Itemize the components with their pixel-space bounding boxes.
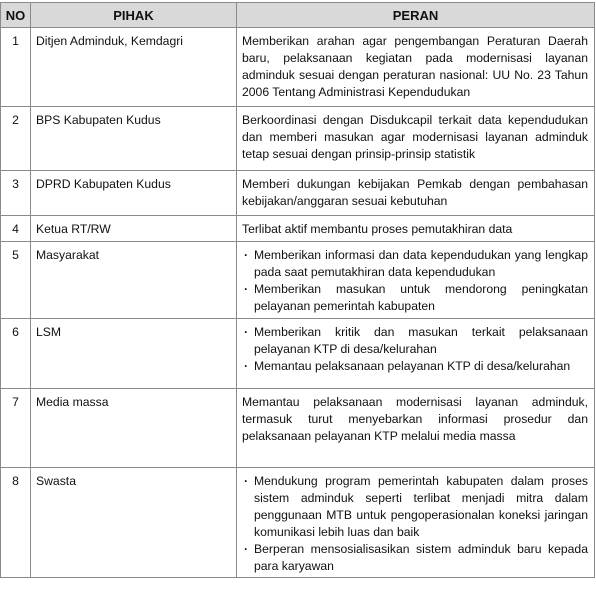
row-peran: Memberi dukungan kebijakan Pemkab dengan pembahasan kebijakan/anggaran sesuai kebutuhan [237, 171, 595, 216]
list-item: · Memantau pelaksanaan pelayanan KTP di desa/kelurahan [242, 358, 588, 375]
list-item: · Memberikan masukan untuk mendorong peningkatan pelayanan pemerintah kabupaten [242, 281, 588, 315]
row-pihak: Ditjen Adminduk, Kemdagri [31, 28, 237, 107]
list-item: · Memberikan informasi dan data kependudukan yang lengkap pada saat pemutakhiran data kependudukan [242, 247, 588, 281]
list-item: · Mendukung program pemerintah kabupaten dalam proses sistem adminduk seperti terlibat menjadi mitra dalam penggunaan MTB untuk pengoperasionalan koneksi jaringan komunikasi lebih luas dan baik [242, 473, 588, 541]
row-peran [237, 319, 595, 389]
peran-list [242, 324, 588, 375]
row-pihak: Media massa [31, 389, 237, 468]
row-pihak: Ketua RT/RW [31, 216, 237, 242]
row-pihak: Masyarakat [31, 242, 237, 319]
row-number: 6 [1, 319, 31, 389]
list-item: · Memberikan kritik dan masukan terkait pelaksanaan pelayanan KTP di desa/kelurahan [242, 324, 588, 358]
table-row [1, 319, 595, 389]
stakeholder-table [0, 2, 595, 578]
row-pihak: LSM [31, 319, 237, 389]
table-row [1, 107, 595, 171]
row-peran: Berkoordinasi dengan Disdukcapil terkait data kependudukan dan memberi masukan agar modernisasi layanan adminduk tetap sesuai dengan prinsip-prinsip statistik [237, 107, 595, 171]
table-row [1, 216, 595, 242]
row-peran [237, 242, 595, 319]
row-number: 1 [1, 28, 31, 107]
row-number: 5 [1, 242, 31, 319]
row-number: 3 [1, 171, 31, 216]
table-row [1, 468, 595, 578]
row-peran: Terlibat aktif membantu proses pemutakhiran data [237, 216, 595, 242]
peran-list [242, 473, 588, 575]
row-number: 2 [1, 107, 31, 171]
row-pihak: Swasta [31, 468, 237, 578]
table-header-row [1, 3, 595, 28]
row-peran [237, 468, 595, 578]
header-no: NO [1, 3, 31, 28]
row-pihak: BPS Kabupaten Kudus [31, 107, 237, 171]
header-pihak: PIHAK [31, 3, 237, 28]
row-number: 4 [1, 216, 31, 242]
row-peran: Memberikan arahan agar pengembangan Peraturan Daerah baru, pelaksanaan kegiatan pada modernisasi layanan adminduk sesuai dengan peraturan nasional: UU No. 23 Tahun 2006 Tentang Administrasi Kependudukan [237, 28, 595, 107]
peran-list [242, 247, 588, 315]
row-pihak: DPRD Kabupaten Kudus [31, 171, 237, 216]
table-row [1, 28, 595, 107]
row-peran: Memantau pelaksanaan modernisasi layanan adminduk, termasuk turut menyebarkan informasi prosedur dan pelaksanaan pelayanan KTP melalui media massa [237, 389, 595, 468]
table-row [1, 171, 595, 216]
header-peran: PERAN [237, 3, 595, 28]
row-number: 7 [1, 389, 31, 468]
row-number: 8 [1, 468, 31, 578]
table-row [1, 242, 595, 319]
table-row [1, 389, 595, 468]
list-item: · Berperan mensosialisasikan sistem adminduk baru kepada para karyawan [242, 541, 588, 575]
